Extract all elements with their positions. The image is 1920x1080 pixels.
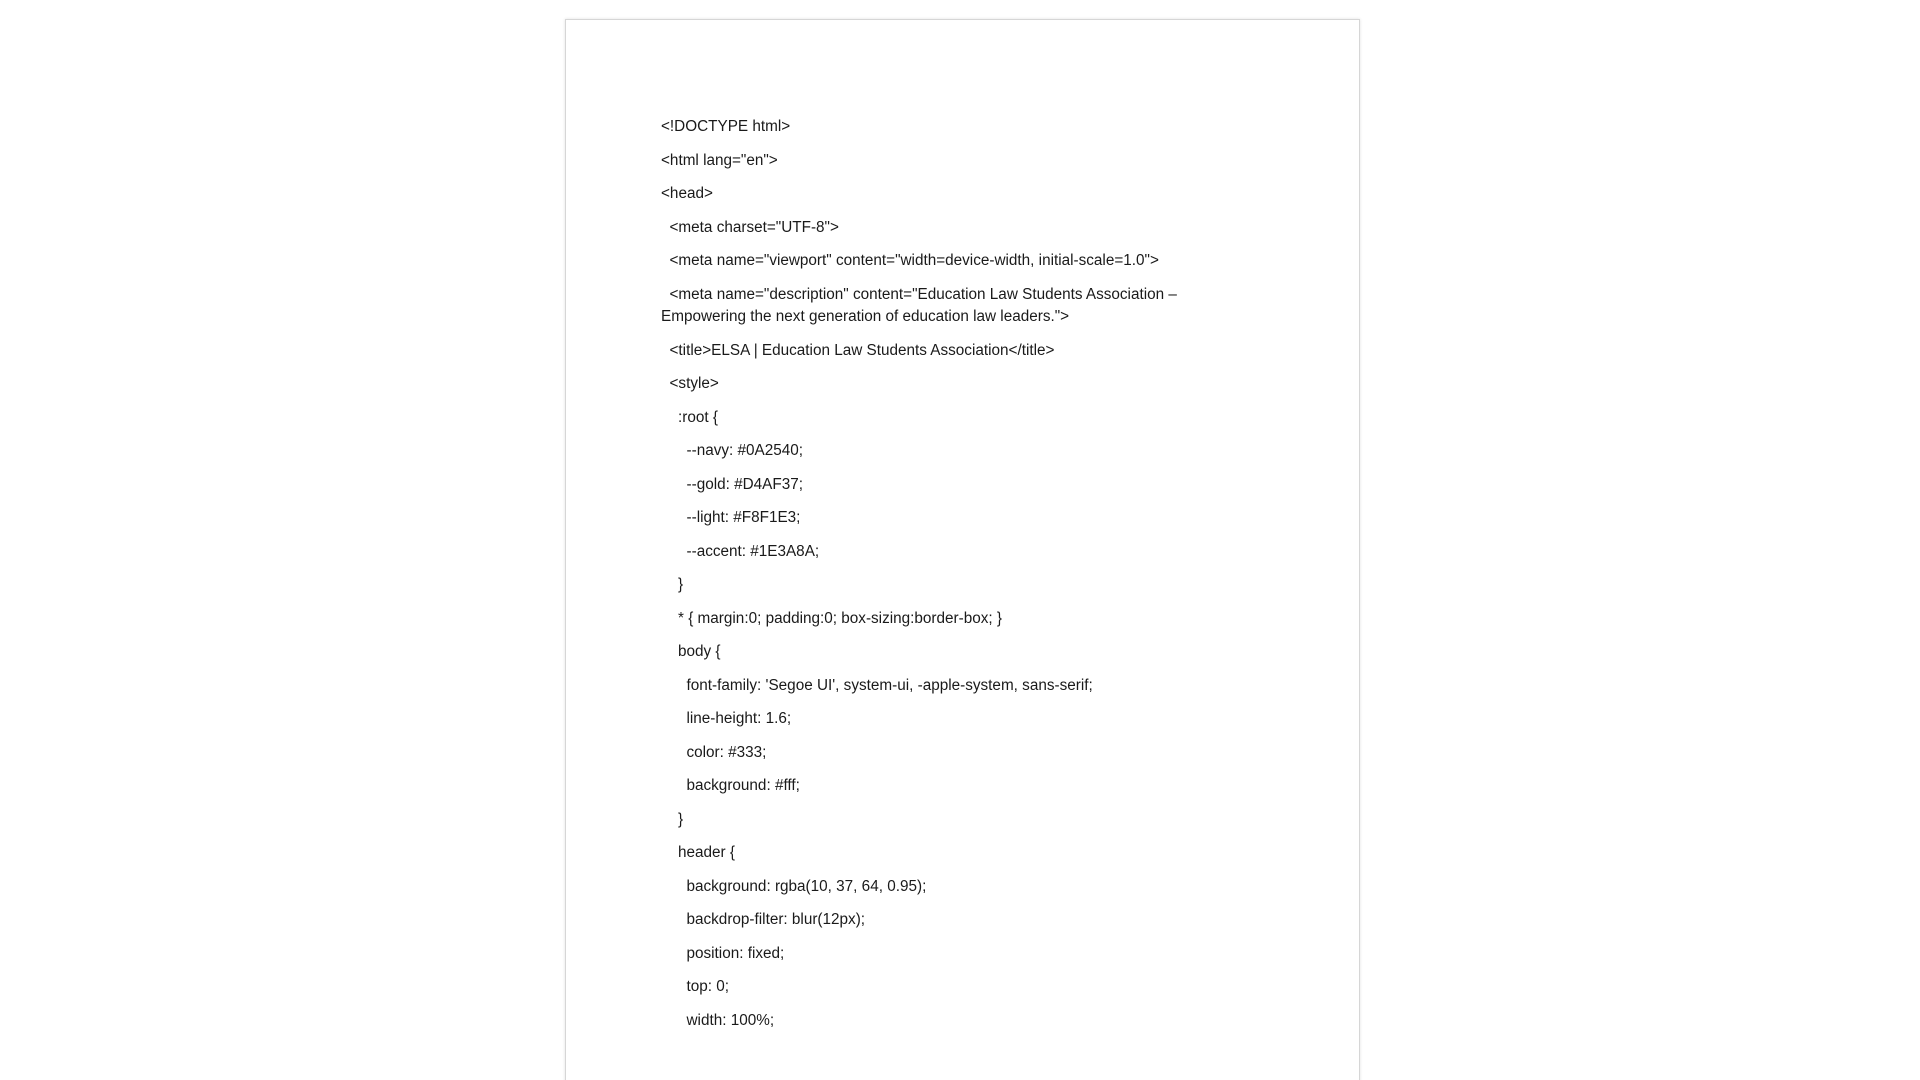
document-page <box>565 19 1360 1080</box>
doc-line: background: #fff; <box>661 777 800 794</box>
doc-line: body { <box>661 643 721 660</box>
doc-line: line-height: 1.6; <box>661 710 792 727</box>
doc-line: font-family: 'Segoe UI', system-ui, -apple-system, sans-serif; <box>661 676 1093 694</box>
doc-line: --navy: #0A2540; <box>661 442 803 459</box>
doc-line: background: rgba(10, 37, 64, 0.95); <box>661 877 927 895</box>
doc-line: <title>ELSA | Education Law Students Association</title> <box>661 341 1055 359</box>
doc-line: <meta name="description" content="Education Law Students Association – Empowering the next generation of education law leaders."> <box>661 285 1182 325</box>
doc-line: --light: #F8F1E3; <box>661 509 801 526</box>
doc-line: :root { <box>661 408 718 426</box>
doc-line: header { <box>661 844 735 861</box>
doc-line: color: #333; <box>661 743 767 761</box>
doc-line: <meta name="viewport" content="width=device-width, initial-scale=1.0"> <box>661 252 1159 269</box>
doc-line: * { margin:0; padding:0; box-sizing:border-box; } <box>661 609 1002 627</box>
doc-line: <head> <box>661 185 713 202</box>
doc-line: <meta charset="UTF-8"> <box>661 218 839 236</box>
doc-line: top: 0; <box>661 978 730 995</box>
doc-line: <html lang="en"> <box>661 151 778 169</box>
doc-line: backdrop-filter: blur(12px); <box>661 911 866 928</box>
doc-line: <style> <box>661 375 719 392</box>
doc-line: position: fixed; <box>661 944 785 962</box>
document-body[interactable] <box>661 116 1191 1043</box>
doc-line: width: 100%; <box>661 1011 775 1029</box>
doc-line: } <box>661 576 684 593</box>
doc-line: <!DOCTYPE html> <box>661 118 791 135</box>
doc-line: --accent: #1E3A8A; <box>661 542 820 560</box>
doc-line: } <box>661 810 684 828</box>
doc-line: --gold: #D4AF37; <box>661 475 803 493</box>
